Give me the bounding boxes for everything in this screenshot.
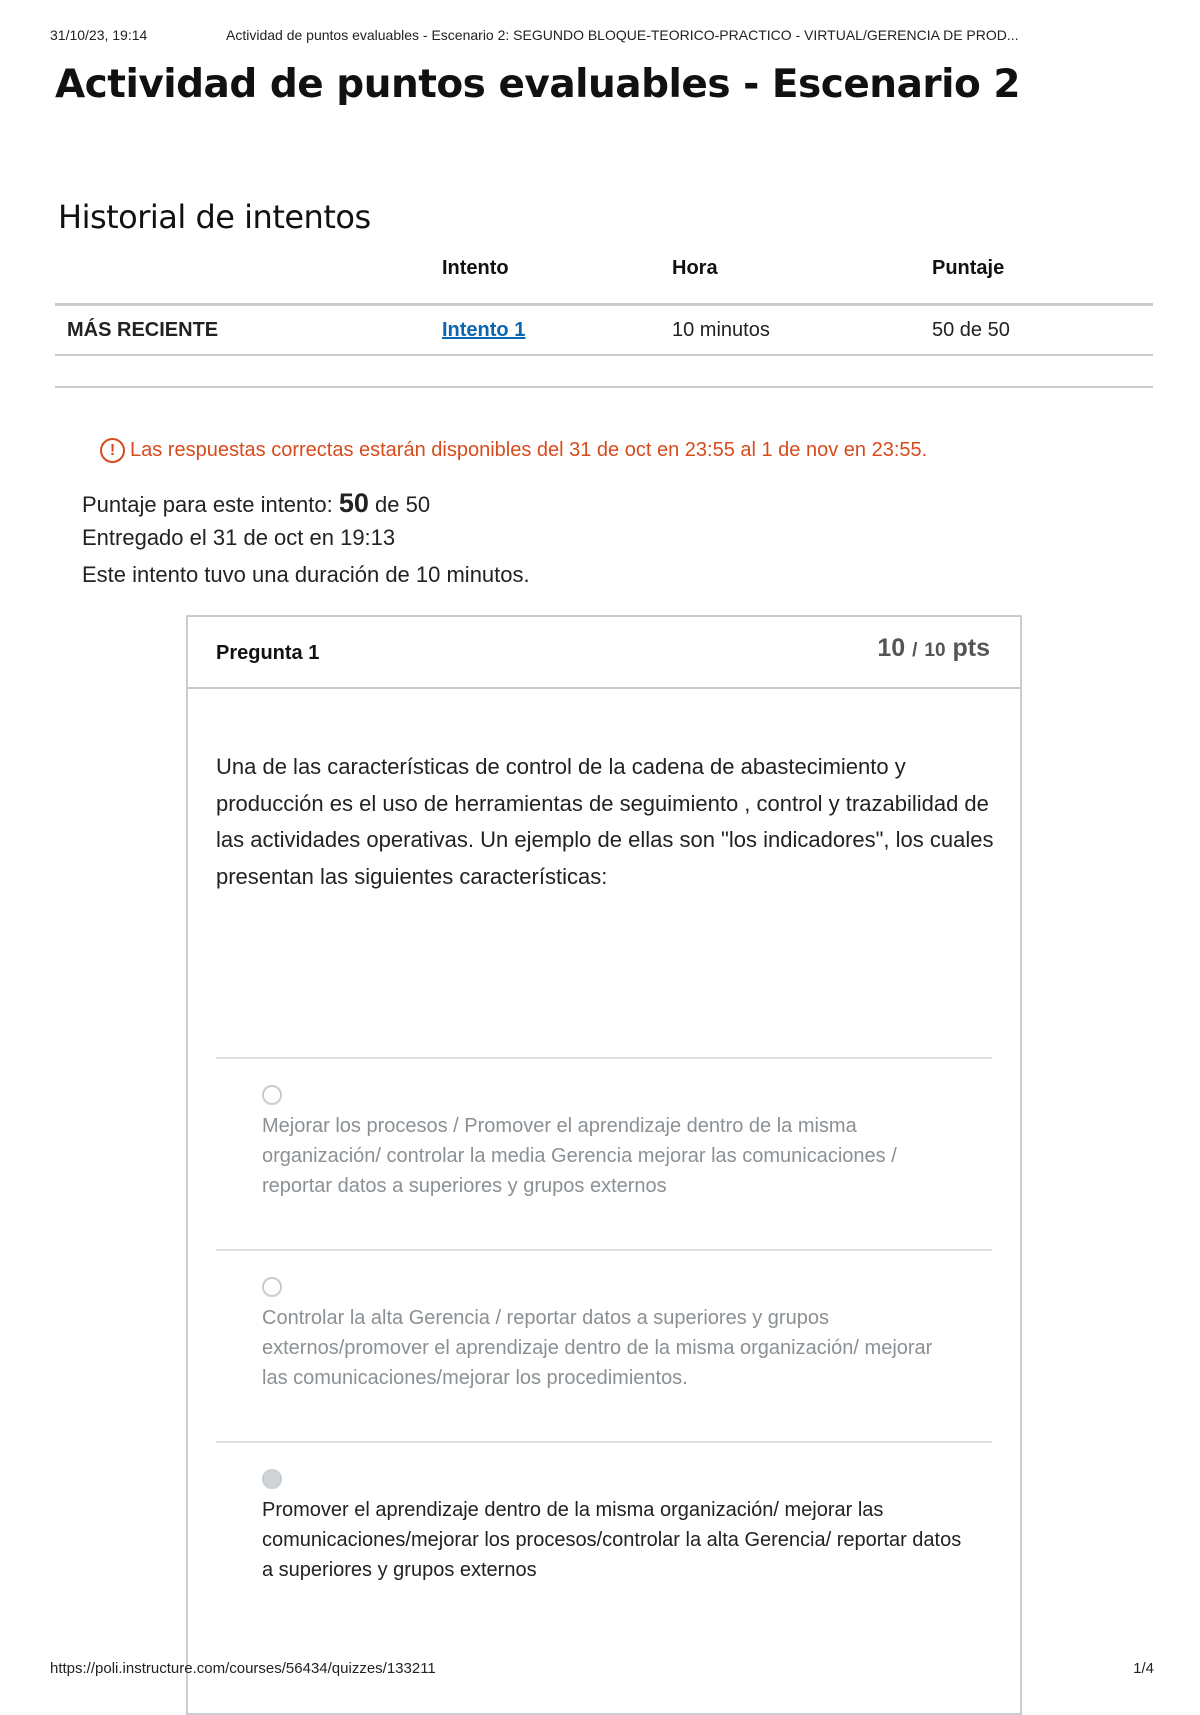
table-header-row bbox=[55, 257, 1153, 305]
attempt-score: 50 de 50 bbox=[932, 305, 1153, 356]
duration-line: Este intento tuvo una duración de 10 minutos. bbox=[82, 562, 530, 587]
score-line bbox=[82, 488, 530, 525]
page-title: Actividad de puntos evaluables - Escenario 2 bbox=[55, 62, 1020, 107]
score-suffix: de 50 bbox=[375, 492, 431, 517]
points-earned: 10 bbox=[877, 634, 906, 662]
points-separator: / bbox=[912, 640, 918, 661]
print-footer bbox=[50, 1660, 1154, 1677]
answer-text: Promover el aprendizaje dentro de la misma organización/ mejorar las comunicaciones/mejorar los procesos/controlar la alta Gerencia/ reportar datos a superiores y grupos externos bbox=[262, 1499, 962, 1581]
question-card bbox=[186, 615, 1022, 1715]
column-header-label bbox=[55, 257, 442, 305]
answer-text: Mejorar los procesos / Promover el aprendizaje dentro de la misma organización/ controlar la media Gerencia mejorar las comunicaciones / reportar datos a superiores y grupos externos bbox=[262, 1115, 897, 1197]
page-number: 1/4 bbox=[1133, 1660, 1154, 1677]
attempt-label: MÁS RECIENTE bbox=[55, 305, 442, 356]
attempt-time: 10 minutos bbox=[672, 305, 932, 356]
table-row bbox=[55, 305, 1153, 356]
attempt-summary bbox=[82, 488, 530, 599]
column-header-attempt: Intento bbox=[442, 257, 509, 279]
score-prefix: Puntaje para este intento: bbox=[82, 492, 333, 517]
answer-text: Controlar la alta Gerencia / reportar datos a superiores y grupos externos/promover el aprendizaje dentro de la misma organización/ mejorar las comunicaciones/mejorar los procedimientos. bbox=[262, 1307, 933, 1389]
print-document-title: Actividad de puntos evaluables - Escenario 2: SEGUNDO BLOQUE-TEORICO-PRACTICO - VIRTUAL/GERENCIA DE PROD... bbox=[226, 27, 1019, 43]
question-text: Una de las características de control de la cadena de abastecimiento y producción es el uso de herramientas de seguimiento , control y trazabilidad de las actividades operativas. Un ejemplo de ellas son "los indicadores", los cuales presentan las siguientes características: bbox=[216, 754, 994, 889]
answer-option[interactable] bbox=[216, 1249, 992, 1441]
radio-button[interactable] bbox=[262, 1085, 282, 1105]
column-header-score: Puntaje bbox=[932, 257, 1005, 279]
submitted-line: Entregado el 31 de oct en 19:13 bbox=[82, 525, 396, 550]
history-title: Historial de intentos bbox=[58, 198, 371, 236]
question-header bbox=[188, 617, 1020, 689]
question-points bbox=[877, 634, 990, 663]
column-header-time: Hora bbox=[672, 257, 718, 279]
points-total: 10 bbox=[924, 640, 946, 661]
attempt-link[interactable]: Intento 1 bbox=[442, 318, 526, 341]
section-divider bbox=[55, 386, 1153, 388]
points-unit: pts bbox=[952, 634, 990, 662]
warning-icon: ! bbox=[100, 438, 125, 463]
radio-button[interactable] bbox=[262, 1277, 282, 1297]
question-title: Pregunta 1 bbox=[216, 642, 320, 664]
notice-text: Las respuestas correctas estarán disponibles del 31 de oct en 23:55 al 1 de nov en 23:55. bbox=[130, 439, 928, 461]
answer-option[interactable] bbox=[216, 1057, 992, 1249]
radio-button-selected[interactable] bbox=[262, 1469, 282, 1489]
print-datetime: 31/10/23, 19:14 bbox=[50, 27, 148, 43]
answer-option-selected[interactable] bbox=[216, 1441, 992, 1633]
attempt-history-table bbox=[55, 257, 1153, 356]
footer-url: https://poli.instructure.com/courses/56434/quizzes/133211 bbox=[50, 1660, 436, 1677]
answers-availability-notice bbox=[100, 438, 927, 463]
score-value: 50 bbox=[338, 488, 369, 518]
